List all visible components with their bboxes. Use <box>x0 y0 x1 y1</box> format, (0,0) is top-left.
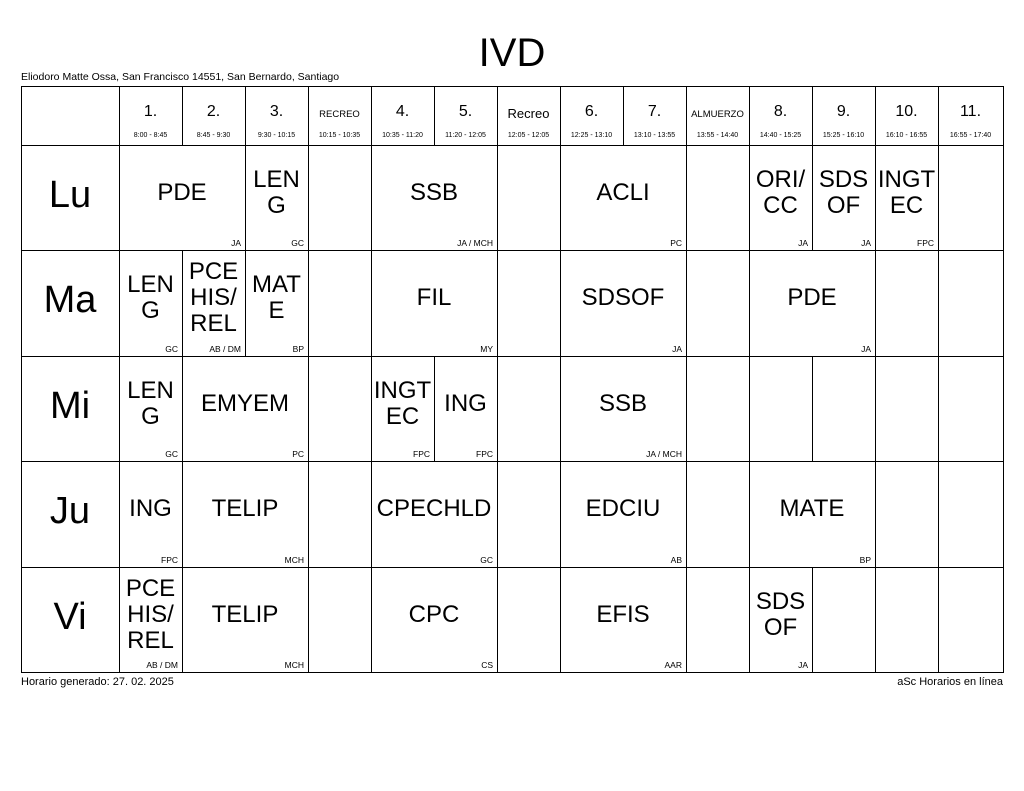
grid-line <box>875 356 876 461</box>
grid-line <box>686 145 687 250</box>
lesson-cell[interactable] <box>371 461 497 567</box>
lesson-subject <box>120 254 181 342</box>
lesson-subject <box>372 465 496 553</box>
grid-line <box>812 356 813 461</box>
period-label: 4. <box>395 103 410 120</box>
lesson-cell[interactable] <box>749 145 812 250</box>
period-time: 13:10 - 13:55 <box>633 132 676 139</box>
teacher-code: AB <box>670 555 682 565</box>
subject-text: PDE <box>787 284 837 311</box>
teacher-code: JA <box>231 238 241 248</box>
lesson-subject <box>120 149 244 236</box>
grid-line <box>938 356 939 461</box>
period-header-9 <box>623 86 686 145</box>
grid-line <box>497 356 498 461</box>
lesson-subject <box>372 149 496 236</box>
period-time: 12:25 - 13:10 <box>570 132 613 139</box>
grid-line <box>875 461 876 567</box>
lesson-cell[interactable] <box>875 145 938 250</box>
subject-text: PCEHIS/REL <box>188 258 239 337</box>
period-header-4 <box>308 86 371 145</box>
subject-text: ING <box>129 495 172 522</box>
subject-text: ING <box>444 389 487 417</box>
period-label: Recreo <box>507 106 550 121</box>
teacher-code: GC <box>480 555 493 565</box>
subject-text: PDE <box>157 178 207 206</box>
subject-text: SDSOF <box>755 587 806 641</box>
teacher-code: BP <box>859 555 871 565</box>
lesson-cell[interactable] <box>182 567 308 672</box>
lesson-subject <box>813 149 874 236</box>
grid-line <box>686 250 687 356</box>
period-time: 12:05 - 12:05 <box>507 132 550 139</box>
day-name: Ju <box>49 490 91 532</box>
grid-line <box>497 145 498 250</box>
period-time: 16:10 - 16:55 <box>885 132 928 139</box>
period-label: 8. <box>773 103 788 120</box>
lesson-subject <box>561 571 685 658</box>
grid-line <box>308 356 309 461</box>
period-time: 8:45 - 9:30 <box>196 132 231 139</box>
day-name: Vi <box>53 595 87 638</box>
period-time: 11:20 - 12:05 <box>445 132 486 139</box>
day-label-ma <box>21 250 119 356</box>
teacher-code: GC <box>291 238 304 248</box>
period-header-10 <box>686 86 749 145</box>
period-header-7 <box>497 86 560 145</box>
lesson-subject <box>876 149 937 236</box>
day-label-vi <box>21 567 119 672</box>
period-label: 11. <box>959 103 982 120</box>
grid-line <box>308 250 309 356</box>
teacher-code: JA <box>861 238 871 248</box>
teacher-code: JA <box>672 344 682 354</box>
teacher-code: AB / DM <box>146 660 178 670</box>
period-header-11 <box>749 86 812 145</box>
lesson-subject <box>246 149 307 236</box>
lesson-cell[interactable] <box>560 145 686 250</box>
teacher-code: FPC <box>161 555 178 565</box>
period-label: ALMUERZO <box>691 109 744 120</box>
lesson-cell[interactable] <box>119 461 182 567</box>
period-header-8 <box>560 86 623 145</box>
period-label: 6. <box>584 103 599 120</box>
day-name: Lu <box>48 173 92 216</box>
grid-line <box>686 356 687 461</box>
lesson-subject <box>750 571 811 658</box>
teacher-code: JA / MCH <box>646 449 682 459</box>
subject-text: FIL <box>416 284 452 311</box>
grid-line <box>749 356 750 461</box>
teacher-code: GC <box>165 449 178 459</box>
lesson-subject <box>120 571 181 658</box>
subject-text: INGTEC <box>373 376 432 430</box>
day-label-lu <box>21 145 119 250</box>
teacher-code: JA <box>798 238 808 248</box>
period-header-13 <box>875 86 938 145</box>
subject-text: INGTEC <box>877 165 936 219</box>
period-label: RECREO <box>319 109 360 120</box>
lesson-subject <box>372 571 496 658</box>
lesson-cell[interactable] <box>182 461 308 567</box>
grid-line <box>938 250 939 356</box>
teacher-code: MY <box>480 344 493 354</box>
grid-line <box>1003 86 1004 672</box>
lesson-cell[interactable] <box>371 250 497 356</box>
lesson-subject <box>435 360 496 447</box>
period-header-5 <box>371 86 434 145</box>
subject-text: LENG <box>253 165 300 219</box>
lesson-subject <box>561 360 685 447</box>
grid-line <box>938 461 939 567</box>
period-header-14 <box>938 86 1003 145</box>
teacher-code: AB / DM <box>209 344 241 354</box>
lesson-cell[interactable] <box>434 356 497 461</box>
grid-line <box>497 567 498 672</box>
grid-line <box>308 567 309 672</box>
lesson-cell[interactable] <box>560 461 686 567</box>
period-header-1 <box>119 86 182 145</box>
lesson-subject <box>183 254 244 342</box>
subject-text: SDSOF <box>818 165 869 219</box>
teacher-code: GC <box>165 344 178 354</box>
subject-text: LENG <box>127 271 174 324</box>
lesson-subject <box>120 360 181 447</box>
lesson-cell[interactable] <box>182 250 245 356</box>
grid-line <box>497 250 498 356</box>
subject-text: EMYEM <box>200 389 289 417</box>
day-label-mi <box>21 356 119 461</box>
subject-text: LENG <box>127 376 174 430</box>
period-label: 9. <box>836 103 851 120</box>
lesson-subject <box>183 571 307 658</box>
grid-line <box>938 567 939 672</box>
period-time: 13:55 - 14:40 <box>696 132 739 139</box>
period-label: 5. <box>458 103 473 120</box>
lesson-cell[interactable] <box>560 250 686 356</box>
teacher-code: BP <box>292 344 304 354</box>
period-label: 3. <box>269 103 284 120</box>
lesson-subject <box>120 465 181 553</box>
grid-line <box>875 567 876 672</box>
teacher-code: AAR <box>664 660 682 670</box>
subject-text: TELIP <box>211 495 279 522</box>
teacher-code: FPC <box>476 449 493 459</box>
period-time: 8:00 - 8:45 <box>133 132 168 139</box>
period-label: 1. <box>143 103 158 120</box>
period-time: 10:35 - 11:20 <box>382 132 423 139</box>
lesson-cell[interactable] <box>560 356 686 461</box>
teacher-code: MCH <box>284 660 304 670</box>
lesson-subject <box>750 465 874 553</box>
period-label: 7. <box>647 103 662 120</box>
software-credit: aSc Horarios en línea <box>897 676 1003 688</box>
teacher-code: JA <box>861 344 871 354</box>
lesson-cell[interactable] <box>119 567 182 672</box>
lesson-cell[interactable] <box>371 356 434 461</box>
subject-text: EFIS <box>596 600 650 628</box>
period-time: 14:40 - 15:25 <box>759 132 802 139</box>
grid-line <box>938 145 939 250</box>
lesson-subject <box>561 149 685 236</box>
period-time: 10:15 - 10:35 <box>318 132 361 139</box>
school-address: Eliodoro Matte Ossa, San Francisco 14551, San Bernardo, Santiago <box>21 71 340 83</box>
lesson-cell[interactable] <box>371 567 497 672</box>
subject-text: SSB <box>409 178 459 206</box>
day-name: Mi <box>49 384 91 427</box>
teacher-code: PC <box>670 238 682 248</box>
grid-line <box>497 461 498 567</box>
lesson-subject <box>561 254 685 342</box>
grid-line <box>875 250 876 356</box>
teacher-code: FPC <box>917 238 934 248</box>
lesson-subject <box>372 360 433 447</box>
period-header-12 <box>812 86 875 145</box>
teacher-code: JA / MCH <box>457 238 493 248</box>
lesson-cell[interactable] <box>119 145 245 250</box>
lesson-cell[interactable] <box>119 356 182 461</box>
teacher-code: MCH <box>284 555 304 565</box>
lesson-subject <box>750 149 811 236</box>
grid-line <box>308 145 309 250</box>
subject-text: PCEHIS/REL <box>125 574 176 654</box>
lesson-subject <box>183 360 307 447</box>
subject-text: EDCIU <box>585 495 661 522</box>
lesson-subject <box>561 465 685 553</box>
period-time: 15:25 - 16:10 <box>822 132 865 139</box>
lesson-subject <box>372 254 496 342</box>
subject-text: ACLI <box>596 178 650 206</box>
lesson-cell[interactable] <box>182 356 308 461</box>
teacher-code: JA <box>798 660 808 670</box>
page-title: IVD <box>478 31 546 75</box>
grid-line <box>21 672 1004 673</box>
period-label: 2. <box>206 103 221 120</box>
period-header-6 <box>434 86 497 145</box>
subject-text: ORI/CC <box>755 165 806 219</box>
teacher-code: PC <box>292 449 304 459</box>
day-label-ju <box>21 461 119 567</box>
subject-text: SDSOF <box>581 284 665 311</box>
lesson-cell[interactable] <box>749 567 812 672</box>
lesson-cell[interactable] <box>560 567 686 672</box>
period-label: 10. <box>895 103 918 120</box>
lesson-cell[interactable] <box>245 145 308 250</box>
lesson-cell[interactable] <box>245 250 308 356</box>
day-name: Ma <box>43 279 97 321</box>
period-header-3 <box>245 86 308 145</box>
generated-date: Horario generado: 27. 02. 2025 <box>21 676 174 688</box>
lesson-cell[interactable] <box>371 145 497 250</box>
subject-text: CPECHLD <box>376 495 492 522</box>
lesson-subject <box>183 465 307 553</box>
lesson-subject <box>750 254 874 342</box>
subject-text: MATE <box>779 495 845 522</box>
lesson-cell[interactable] <box>119 250 182 356</box>
grid-line <box>686 567 687 672</box>
lesson-cell[interactable] <box>812 145 875 250</box>
period-header-2 <box>182 86 245 145</box>
teacher-code: FPC <box>413 449 430 459</box>
grid-line <box>686 461 687 567</box>
subject-text: CPC <box>408 600 460 628</box>
lesson-cell[interactable] <box>749 250 875 356</box>
subject-text: SSB <box>598 389 648 417</box>
subject-text: MATE <box>252 271 301 324</box>
grid-line <box>308 461 309 567</box>
lesson-subject <box>246 254 307 342</box>
period-time: 16:55 - 17:40 <box>949 132 992 139</box>
lesson-cell[interactable] <box>749 461 875 567</box>
grid-line <box>812 567 813 672</box>
teacher-code: CS <box>481 660 493 670</box>
subject-text: TELIP <box>211 600 279 628</box>
period-time: 9:30 - 10:15 <box>257 132 296 139</box>
